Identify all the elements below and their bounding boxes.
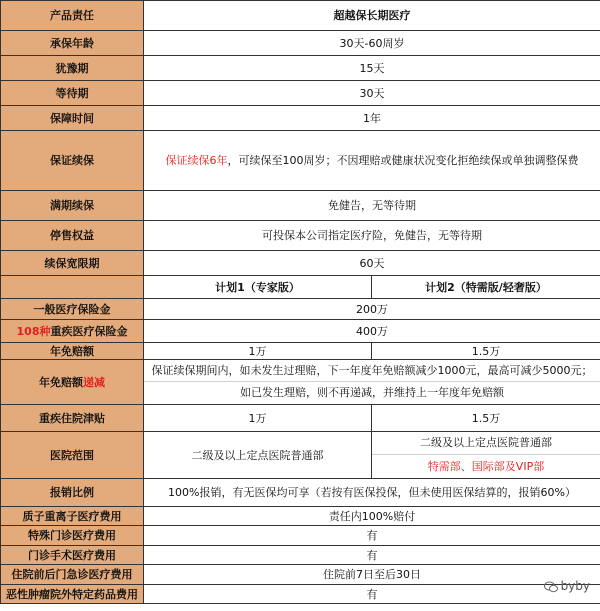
row-plans [1, 276, 600, 299]
decrease-line-2: 如已发生理赔，则不再递减，并维持上一年度年免赔额 [144, 381, 600, 404]
guarantee-text: ，可续保至100周岁；不因理赔或健康状况变化拒绝续保或单独调整保费 [227, 154, 579, 167]
ratio-label: 报销比例 [1, 479, 144, 507]
allowance-plan2: 1.5万 [372, 405, 600, 432]
maturity-value: 免健告，无等待期 [144, 191, 600, 221]
decrease-line-1: 保证续保期间内，如未发生过理赔，下一年度年免赔额减少1000元，最高可减少5000元； [151, 364, 593, 377]
header-label: 产品责任 [1, 1, 144, 31]
grace-value: 60天 [144, 251, 600, 276]
special-clinic-value: 有 [144, 526, 600, 546]
row-age [1, 31, 600, 56]
wechat-icon [544, 581, 558, 593]
hospital-plan2-line1: 二级及以上定点医院普通部 [420, 436, 552, 449]
row-proton [1, 507, 600, 526]
row-deductible [1, 343, 600, 360]
hospital-plan1: 二级及以上定点医院普通部 [144, 432, 372, 479]
row-grace [1, 251, 600, 276]
watermark [544, 579, 590, 593]
row-hospital [1, 432, 600, 479]
general-label: 一般医疗保险金 [1, 299, 144, 320]
row-decrease [1, 360, 600, 405]
decrease-label-text: 年免赔额 [39, 375, 83, 389]
row-allowance [1, 405, 600, 432]
decrease-label [1, 360, 144, 405]
guarantee-highlight: 保证续保6年 [165, 154, 228, 167]
waiting-label: 等待期 [1, 81, 144, 106]
period-label: 保障时间 [1, 106, 144, 131]
row-hesitation [1, 56, 600, 81]
row-ratio [1, 479, 600, 507]
critical-value: 400万 [144, 320, 600, 343]
cancer-drugs-value: 有 [144, 585, 600, 604]
pre-post-label: 住院前后门急诊医疗费用 [1, 565, 144, 585]
row-maturity [1, 191, 600, 221]
hospital-plan2 [372, 432, 600, 479]
header-row [1, 1, 600, 31]
guarantee-label: 保证续保 [1, 131, 144, 191]
deductible-plan1: 1万 [144, 343, 372, 360]
plans-label-blank [1, 276, 144, 299]
row-general [1, 299, 600, 320]
cancer-drugs-label: 恶性肿瘤院外特定药品费用 [1, 585, 144, 604]
critical-label-red: 108种 [16, 324, 51, 338]
row-discontinue [1, 221, 600, 251]
outpatient-surgery-value: 有 [144, 546, 600, 565]
decrease-label-red: 递减 [83, 375, 105, 389]
deductible-label: 年免赔额 [1, 343, 144, 360]
general-value: 200万 [144, 299, 600, 320]
plan1-header: 计划1（专家版） [144, 276, 372, 299]
maturity-label: 满期续保 [1, 191, 144, 221]
allowance-plan1: 1万 [144, 405, 372, 432]
allowance-label: 重疾住院津贴 [1, 405, 144, 432]
age-label: 承保年龄 [1, 31, 144, 56]
proton-value: 责任内100%赔付 [144, 507, 600, 526]
watermark-text: byby [560, 579, 590, 593]
guarantee-value [144, 131, 600, 191]
deductible-plan2: 1.5万 [372, 343, 600, 360]
hospital-label: 医院范围 [1, 432, 144, 479]
waiting-value: 30天 [144, 81, 600, 106]
period-value: 1年 [144, 106, 600, 131]
decrease-value [144, 360, 600, 405]
discontinue-label: 停售权益 [1, 221, 144, 251]
row-pre-post [1, 565, 600, 585]
row-special-clinic [1, 526, 600, 546]
pre-post-value: 住院前7日至后30日 [144, 565, 600, 585]
grace-label: 续保宽限期 [1, 251, 144, 276]
hospital-plan2-line2: 特需部、国际部及VIP部 [372, 454, 600, 478]
row-waiting [1, 81, 600, 106]
row-critical [1, 320, 600, 343]
outpatient-surgery-label: 门诊手术医疗费用 [1, 546, 144, 565]
ratio-value: 100%报销，有无医保均可享（若按有医保投保，但未使用医保结算的，报销60%） [144, 479, 600, 507]
hesitation-value: 15天 [144, 56, 600, 81]
critical-label [1, 320, 144, 343]
row-guarantee [1, 131, 600, 191]
proton-label: 质子重离子医疗费用 [1, 507, 144, 526]
critical-label-text: 重疾医疗保险金 [50, 324, 128, 338]
row-cancer-drugs [1, 585, 600, 604]
hesitation-label: 犹豫期 [1, 56, 144, 81]
row-period [1, 106, 600, 131]
discontinue-value: 可投保本公司指定医疗险，免健告，无等待期 [144, 221, 600, 251]
plan2-header: 计划2（特需版/轻奢版） [372, 276, 600, 299]
age-value: 30天-60周岁 [144, 31, 600, 56]
product-name: 超越保长期医疗 [144, 1, 600, 31]
special-clinic-label: 特殊门诊医疗费用 [1, 526, 144, 546]
row-outpatient-surgery [1, 546, 600, 565]
